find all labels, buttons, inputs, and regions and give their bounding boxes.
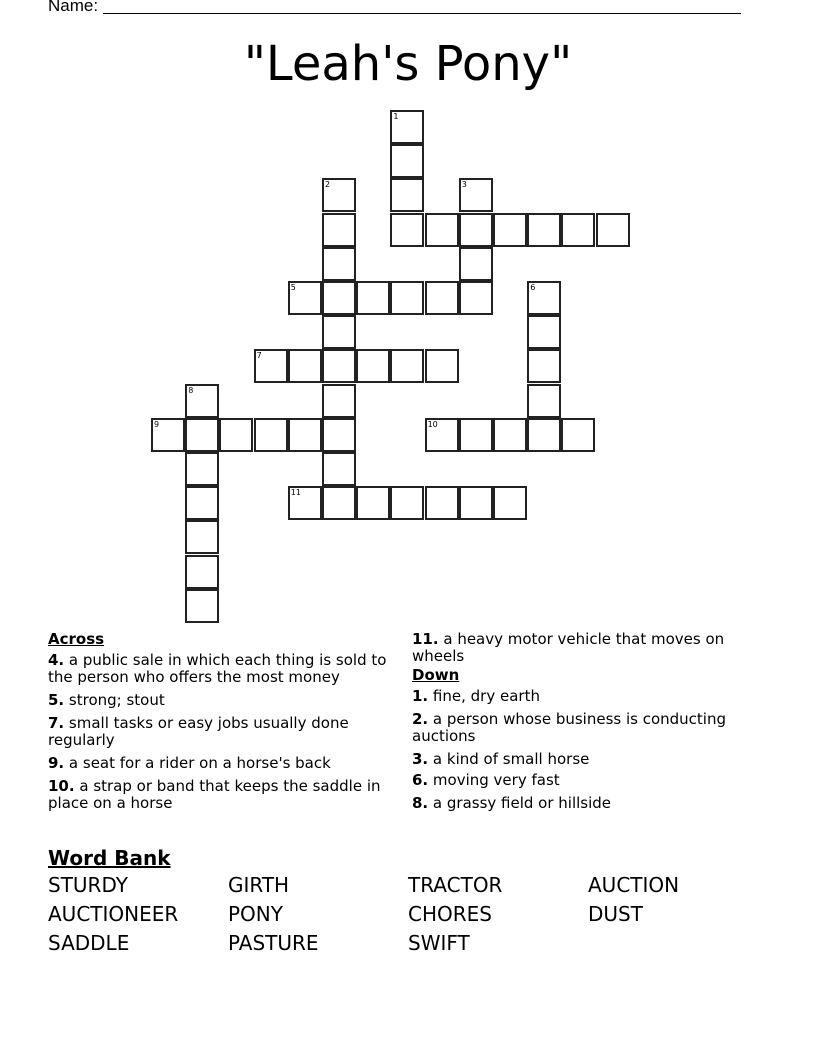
grid-cell[interactable] [185, 486, 219, 520]
grid-cell[interactable] [322, 213, 356, 247]
grid-cell[interactable] [390, 281, 424, 315]
word-bank-item: DUST [588, 902, 643, 926]
word-bank-item: AUCTIONEER [48, 902, 179, 926]
grid-cell[interactable] [185, 418, 219, 452]
clue-number: 1 [393, 112, 399, 121]
clue-down-8: 8. a grassy field or hillside [412, 794, 612, 812]
grid-cell[interactable] [356, 281, 390, 315]
clue-number: 2 [325, 180, 331, 190]
clue-number: 9 [154, 419, 160, 429]
clue-number: 7 [256, 351, 262, 361]
grid-cell[interactable] [219, 418, 253, 452]
grid-cell[interactable] [425, 281, 459, 315]
word-bank-item: CHORES [408, 902, 492, 926]
grid-cell[interactable] [459, 247, 493, 281]
grid-cell[interactable] [322, 247, 356, 281]
clue-across-7: 7. small tasks or easy jobs usually done regularly [48, 714, 349, 749]
grid-cell[interactable] [151, 418, 185, 452]
word-bank-item: SADDLE [48, 931, 130, 955]
clue-down-3: 3. a kind of small horse [412, 750, 590, 768]
word-bank-item: PASTURE [228, 931, 319, 955]
grid-cell[interactable] [459, 213, 493, 247]
clue-down-1: 1. fine, dry earth [412, 687, 540, 705]
grid-cell[interactable] [185, 555, 219, 589]
clue-across-11: 11. a heavy motor vehicle that moves on wheels [412, 630, 725, 665]
grid-cell[interactable] [390, 110, 424, 144]
clue-number: 5 [290, 283, 296, 292]
word-bank [48, 874, 768, 955]
grid-cell[interactable] [390, 178, 424, 212]
grid-cell[interactable] [322, 281, 356, 315]
grid-cell[interactable] [527, 315, 561, 349]
grid-cell[interactable] [288, 418, 322, 452]
grid-cell[interactable] [322, 384, 356, 418]
clue-across-5: 5. strong; stout [48, 691, 165, 709]
clue-across-9: 9. a seat for a rider on a horse's back [48, 754, 331, 772]
grid-cell[interactable] [527, 213, 561, 247]
grid-cell[interactable] [288, 486, 322, 520]
word-bank-item: GIRTH [228, 873, 290, 897]
grid-cell[interactable] [493, 213, 527, 247]
grid-cell[interactable] [527, 349, 561, 383]
grid-cell[interactable] [322, 349, 356, 383]
word-bank-item: SWIFT [408, 931, 470, 955]
grid-cell[interactable] [425, 213, 459, 247]
grid-cell[interactable] [322, 418, 356, 452]
grid-cell[interactable] [322, 452, 356, 486]
grid-cell[interactable] [596, 213, 630, 247]
grid-cell[interactable] [459, 281, 493, 315]
across-header: Across [48, 630, 105, 648]
grid-cell[interactable] [527, 384, 561, 418]
clue-across-4: 4. a public sale in which each thing is sold to the person who offers the most money [48, 651, 387, 686]
grid-cell[interactable] [493, 418, 527, 452]
grid-cell[interactable] [185, 589, 219, 623]
grid-cell[interactable] [390, 213, 424, 247]
clue-across-10: 10. a strap or band that keeps the saddle in place on a horse [48, 777, 381, 812]
grid-cell[interactable] [356, 349, 390, 383]
grid-cell[interactable] [185, 520, 219, 554]
clue-number: 10 [427, 419, 438, 429]
grid-cell[interactable] [356, 486, 390, 520]
grid-cell[interactable] [561, 213, 595, 247]
clue-down-2: 2. a person whose business is conducting auctions [412, 710, 727, 745]
grid-cell[interactable] [390, 349, 424, 383]
grid-cell[interactable] [322, 486, 356, 520]
word-bank-item: PONY [228, 902, 283, 926]
grid-cell[interactable] [527, 281, 561, 315]
grid-cell[interactable] [390, 144, 424, 178]
clue-down-6: 6. moving very fast [412, 771, 560, 789]
clue-number: 3 [461, 180, 467, 190]
grid-cell[interactable] [390, 486, 424, 520]
grid-cell[interactable] [459, 178, 493, 212]
word-bank-title: Word Bank [48, 846, 171, 870]
grid-cell[interactable] [254, 349, 288, 383]
grid-cell[interactable] [425, 418, 459, 452]
word-bank-item: STURDY [48, 873, 128, 897]
grid-cell[interactable] [493, 486, 527, 520]
grid-cell[interactable] [288, 349, 322, 383]
grid-cell[interactable] [185, 452, 219, 486]
grid-cell[interactable] [288, 281, 322, 315]
clue-number: 8 [188, 385, 194, 395]
page-title: "Leah's Pony" [243, 36, 573, 92]
grid-cell[interactable] [459, 418, 493, 452]
word-bank-item: AUCTION [588, 873, 680, 897]
grid-cell[interactable] [425, 349, 459, 383]
down-header: Down [412, 666, 460, 684]
clue-number: 11 [290, 488, 301, 498]
grid-cell[interactable] [322, 315, 356, 349]
grid-cell[interactable] [322, 178, 356, 212]
name-label: Name: [48, 0, 99, 15]
grid-cell[interactable] [527, 418, 561, 452]
grid-cell[interactable] [425, 486, 459, 520]
clue-number: 6 [530, 283, 536, 292]
clues-right-column [412, 631, 762, 818]
across-clues [48, 631, 398, 818]
grid-cell[interactable] [254, 418, 288, 452]
grid-cell[interactable] [185, 384, 219, 418]
grid-cell[interactable] [459, 486, 493, 520]
grid-cell[interactable] [561, 418, 595, 452]
word-bank-item: TRACTOR [408, 873, 503, 897]
